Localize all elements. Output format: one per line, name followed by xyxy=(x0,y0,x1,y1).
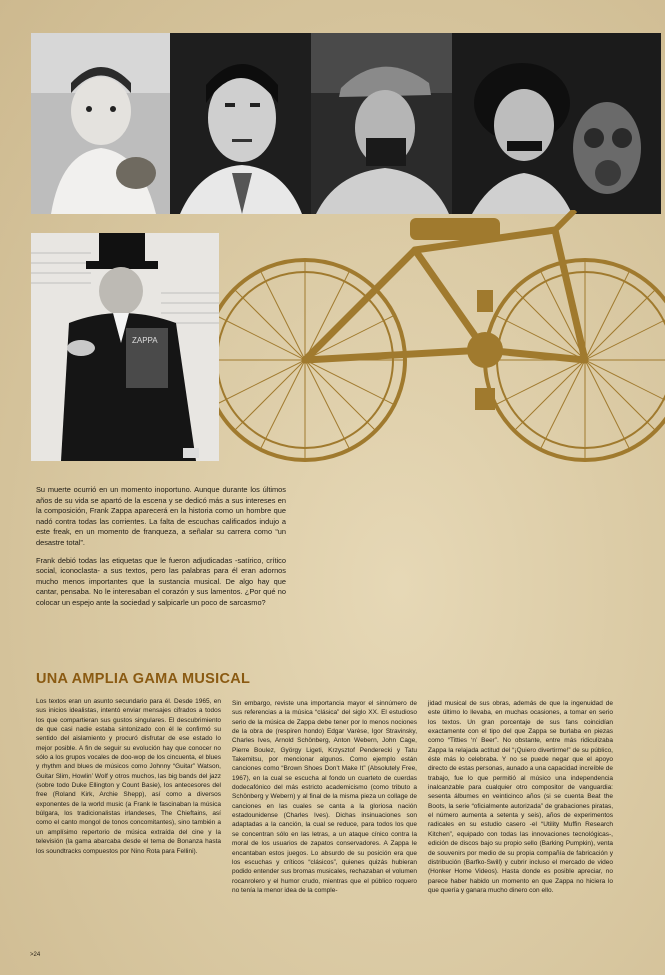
young-man-portrait-photo xyxy=(170,33,311,214)
bicycle-illustration xyxy=(195,210,665,472)
text-column-2 xyxy=(232,699,417,895)
album-cover-text: ZAPPA xyxy=(132,336,158,345)
man-with-cap-photo xyxy=(311,33,452,214)
text-column-3 xyxy=(428,699,613,895)
page-number: >24 xyxy=(30,952,41,958)
intro-paragraph-1: Su muerte ocurrió en un momento inoportuno. Aunque durante los últimos años de su vida se apartó de la escena y se dedicó más a sus intereses en la composición, Frank Zappa aparecerá en la historia como un hombre que nadó contra todas las corrientes. La falta de escuchas calificados indujo a este freak, en un momento de franqueza, a señalar su carrera como “un desastre total”. xyxy=(36,485,286,547)
column-1-text: Los textos eran un asunto secundario para él. Desde 1965, en sus inicios idealistas, intentó enviar mensajes cifrados a todos los que compartieran sus gustos singulares. El descubrimiento de que casi nadie estaba sintonizado con él le confirmó su sentido del aislamiento y procuró disfrutar de ese estado lo mejor posible. A fin de seguir su evolución hay que conocer no sólo a los grupos vocales de doo-wop de los cincuenta, el blues y rhythm and blues de músicos como Johnny “Guitar” Watson, Guitar Slim, Howlin’ Wolf y otros muchos, las big bands del jazz (sobre todo Duke Ellington y Count Basie), los antecesores del free (Roland Kirk, Archie Shepp), así como a diversos exponentes de la world music (a Frank le fascinaban la música búlgara, los tradicionalistas irlandeses, The Chieftains, así como el canto mongol de tonos concomitantes), sino también a un amplísimo repertorio de música extraída del cine y la televisión (la gama abarcaba desde el tema de Bonanza hasta los soundtracks compuestos por Nino Rota para Fellini). xyxy=(36,698,221,855)
man-and-gas-mask-photo xyxy=(452,33,661,214)
section-heading: UNA AMPLIA GAMA MUSICAL xyxy=(36,671,251,687)
photo-strip xyxy=(31,33,661,214)
column-2-text: Sin embargo, reviste una importancia mayor el sinnúmero de sus referencias a la música “clásica” del siglo XX. El estudioso serio de la música de Zappa debe tener por lo menos nociones de la obra de (respiren hondo) Edgar Varèse, Igor Stravinsky, Charles Ives, Arnold Schönberg, Anton Webern, John Cage, Pierre Boulez, György Ligeti, Krzysztof Penderecki y Tatu Takemitsu, por mencionar algunos. Como ejemplo están canciones como “Brown Shoes Don’t Make It” (Absolutely Free, 1967), en la cual se escucha al fondo un cuarteto de cuerdas dodecafónico del más estricto academicismo (como tributo a Schönberg y Webern) y al final de la misma pieza un collage de canciones en las cuales se canta a la gloriosa nación estadounidense (Charles Ives). Dichas insinuaciones son adaptadas a la canción, la cual se reduce, para todos los que se concentran sólo en las letras, a un ataque cínico contra la moral de los usuarios de zapatos conservadores. A Zappa le encantaban estos juegos. Lo absurdo de su posición era que los escuchas y críticos “clásicos”, quienes quizás hubieran podido entender sus bromas musicales, rechazaban el volumen rocanrolero y el humor crudo, mientras que el público roquero no tenía la menor idea de la comple- xyxy=(232,700,417,894)
intro-text xyxy=(36,485,286,616)
column-3-text: jidad musical de sus obras, además de que la ingenuidad de este último lo llevaba, en muchas ocasiones, a tomar en serio los textos. Un gran porcentaje de sus fans coincidían exactamente con el tipo del que Zappa se burlaba en piezas como “Titties ‘n’ Beer”. No obstante, entre más ridiculizaba Zappa la relajada actitud del “¡Quiero divertirme!” de su público, éste más lo celebraba. Y no se puede negar que el apoyo directo de estas personas, aunado a una capacidad increíble de trabajo, fue lo que permitió al músico una independencia inalcanzable para cualquier otro compositor de vanguardia: sesenta álbumes en veinticinco años (si se cuenta Beat the Boots, la serie “oficialmente autorizada” de grabaciones piratas, el número aumenta a setenta y seis), años de experimentos radicales en su estudio casero -el “Utility Muffin Research Kitchen”, equipado con todas las innovaciones tecnológicas-, edición de discos bajo su propio sello (Barking Pumpkin), venta de souvenirs por medio de su propia compañía de fabricación y distribución (Barfko-Swill) y cubrir incluso el mercado de video (Honker Home Videos). Hasta donde es posible apreciar, no parece haber habido un momento en que Zappa no hiciera lo que quería y ganara mucho dinero con ello. xyxy=(428,700,613,894)
intro-paragraph-2: Frank debió todas las etiquetas que le fueron adjudicadas -satírico, crítico social, iconoclasta- a sus textos, pero las palabras para él eran adornos mucho menos importantes que la sustancia musical. De algo hay que cantar, pensaba. No le interesaban el corazón y sus lamentos. ¿Por qué no colocar un espejo ante la sociedad y salpicarle un poco de sarcasmo? xyxy=(36,555,286,607)
child-portrait-photo xyxy=(31,33,170,214)
text-column-1 xyxy=(36,697,221,856)
man-top-hat-photo xyxy=(31,233,219,461)
